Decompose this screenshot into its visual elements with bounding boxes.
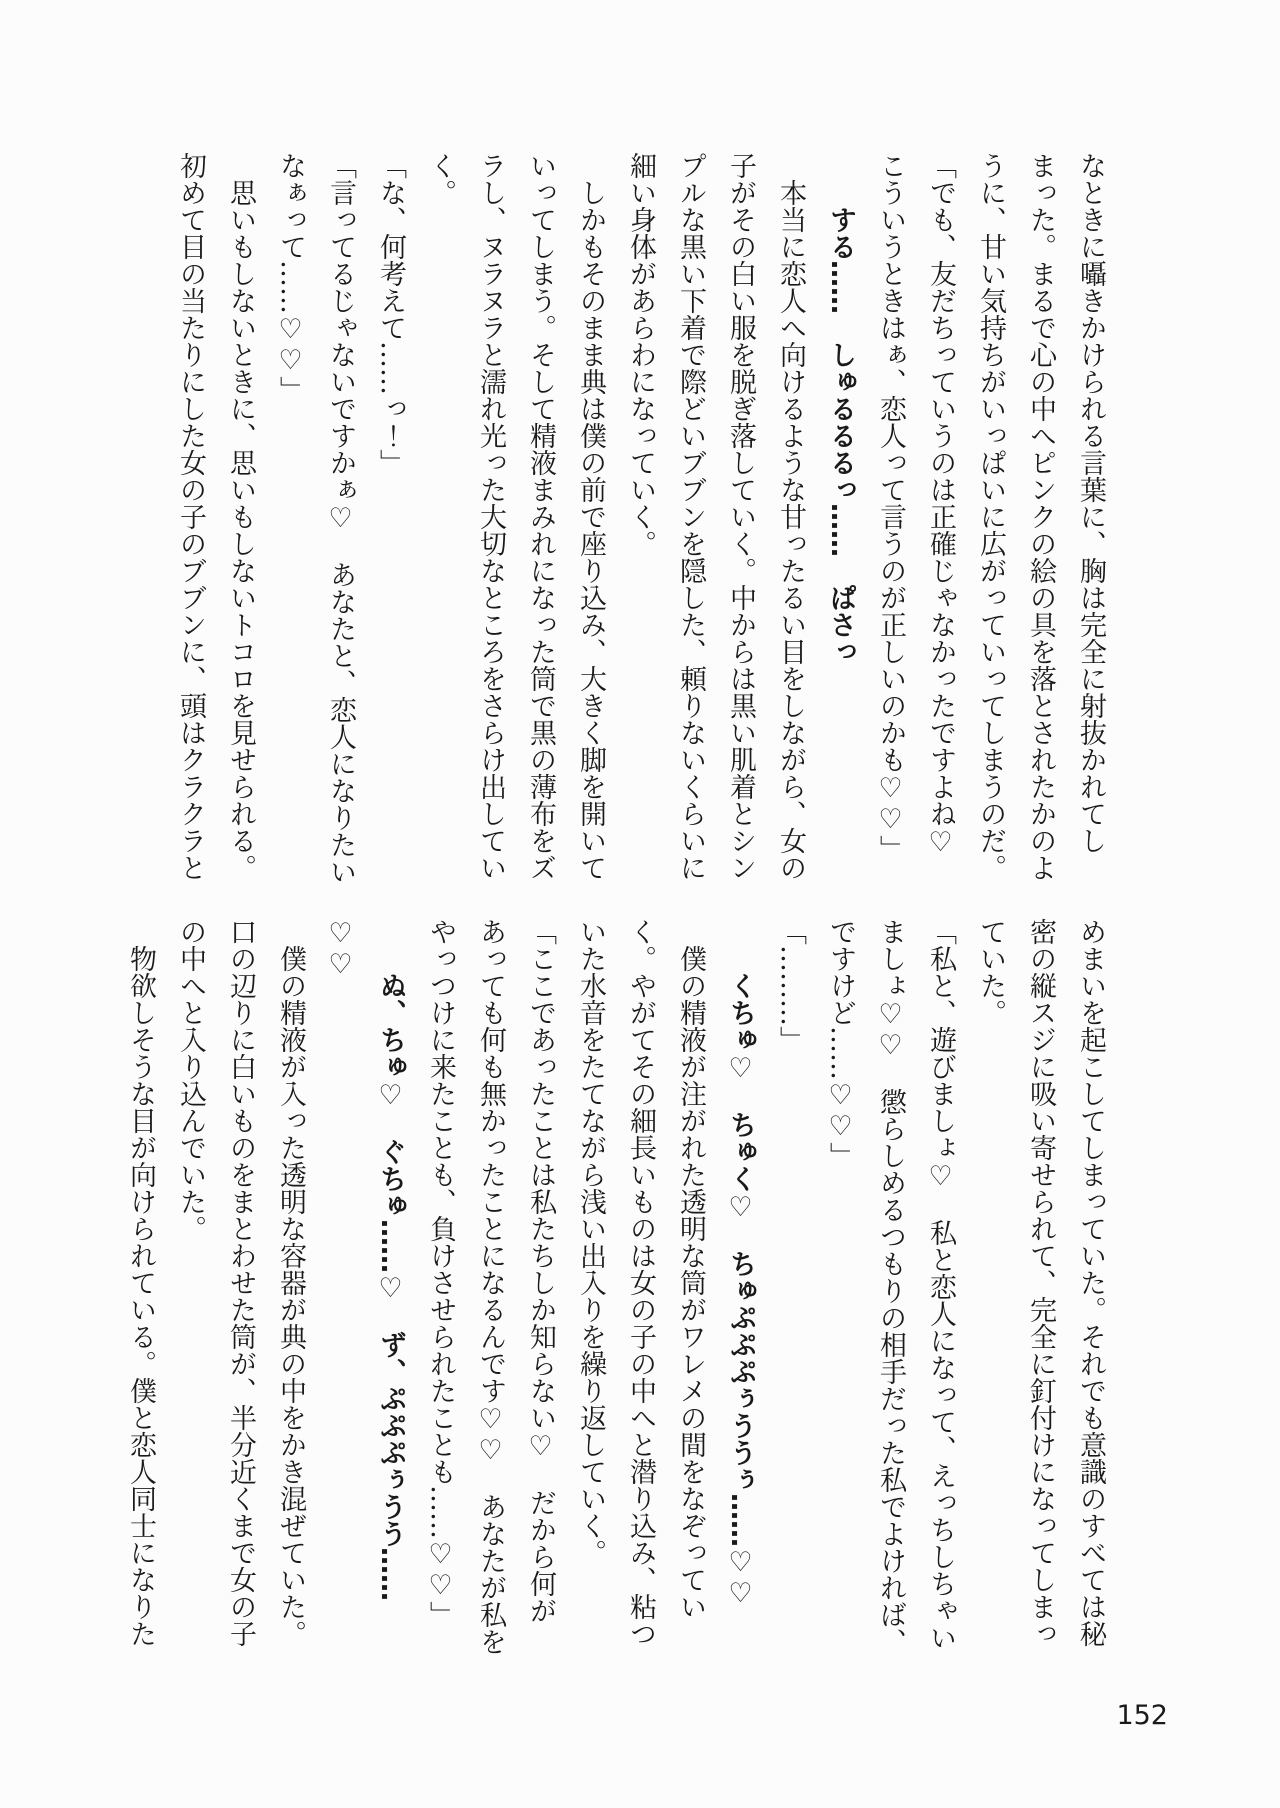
dialogue-paragraph: 「………」 — [775, 918, 806, 1053]
narration-paragraph: 物欲しそうな目が向けられている。僕と恋人同士になりた — [125, 945, 156, 1647]
sfx-line: ぬ、ちゅ♡ ぐちゅ……♡ ず、ぷぷぷぅうう……♡♡ — [325, 918, 406, 1601]
sfx-line: する…… しゅるるるっ…… ぱさっ — [825, 206, 856, 665]
narration-paragraph: しかもそのまま典は僕の前で座り込み、大きく脚を開いていってしまう。そして精液まみれになった筒で黒の薄布をズラし、ヌラヌラと濡れ光った大切なところをさらけ出していく。 — [425, 152, 606, 881]
dialogue-paragraph: 「言ってるじゃないですかぁ♡ あなたと、恋人になりたいなぁって……♡♡」 — [275, 152, 356, 885]
dialogue-paragraph: 「でも、友だちっていうのは正確じゃなかったですよね♡ こういうときはぁ、恋人って言うのが正しいのかも♡♡」 — [875, 152, 956, 885]
narration-paragraph: 僕の精液が入った透明な容器が典の中をかき混ぜていた。口の辺りに白いものをまとわせた筒が、半分近くまで女の子の中へと入り込んでいた。 — [175, 918, 306, 1647]
narration-paragraph: なときに囁きかけられる言葉に、胸は完全に射抜かれてしまった。まるで心の中へピンクの絵の具を落とされたかのように、甘い気持ちがいっぱいに広がっていってしまうのだ。 — [975, 152, 1106, 881]
dialogue-paragraph: 「な、何考えて……っ！」 — [375, 152, 406, 476]
lower-text-block — [115, 918, 1115, 1658]
dialogue-paragraph: 「私と、遊びましょ♡ 私と恋人になって、えっちしちゃいましょ♡♡ 懲らしめるつもりの相手だった私でよければ、ですけど……♡♡」 — [825, 918, 956, 1655]
sfx-line: くちゅ♡ ちゅく♡ ちゅぷぷぷぅううぅ……♡♡ — [725, 972, 756, 1609]
page-number: 152 — [1116, 1700, 1168, 1731]
upper-text-block — [165, 152, 1115, 892]
narration-paragraph: 本当に恋人へ向けるような甘ったるい目をしながら、女の子がその白い服を脱ぎ落していく。中からは黒い肌着とシンプルな黒い下着で際どいブブンを隠した、頼りないくらいに細い身体があらわになっていく。 — [625, 152, 806, 881]
narration-paragraph: めまいを起こしてしまっていた。それでも意識のすべては秘密の縦スジに吸い寄せられて、完全に釘付けになってしまっていた。 — [975, 918, 1106, 1647]
narration-paragraph: 僕の精液が注がれた透明な筒がワレメの間をなぞっていく。やがてその細長いものは女の子の中へと潜り込み、粘ついた水音をたてながら浅い出入りを繰り返していく。 — [575, 918, 706, 1647]
dialogue-paragraph: 「ここであったことは私たちしか知らない♡ だから何があっても何も無かったことになるんです♡♡ あなたが私をやっつけに来たことも、負けさせられたことも……♡♡」 — [425, 918, 556, 1655]
narration-paragraph: 思いもしないときに、思いもしないトコロを見せられる。初めて目の当たりにした女の子のブブンに、頭はクラクラと — [175, 152, 256, 881]
